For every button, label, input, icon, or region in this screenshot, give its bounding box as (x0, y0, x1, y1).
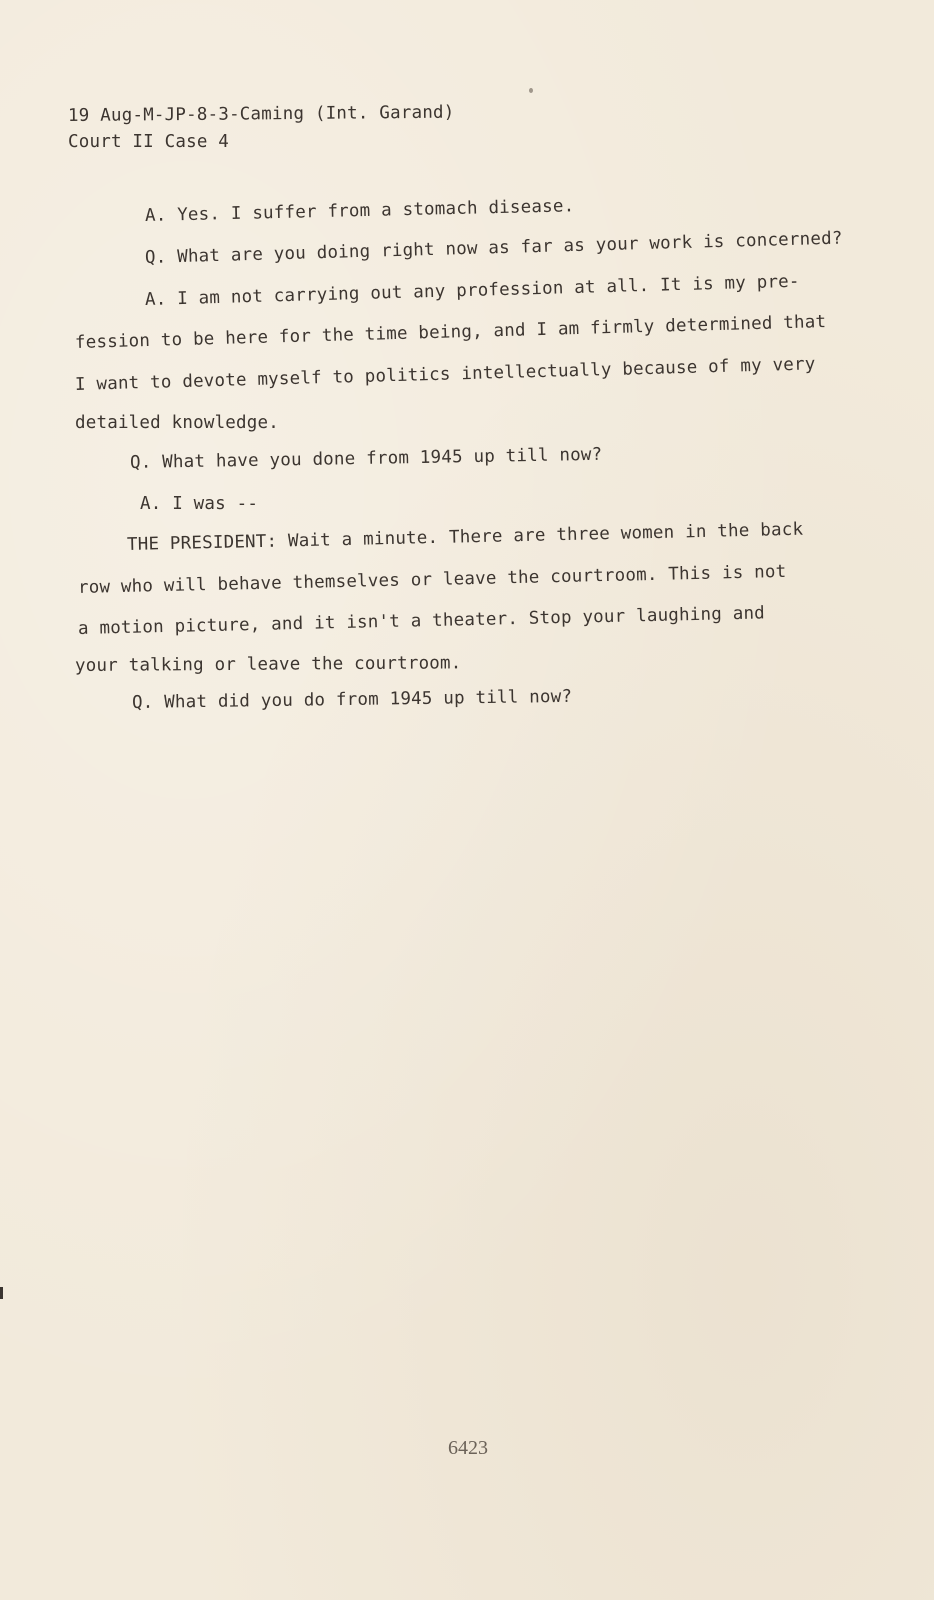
page-number: 6423 (448, 1437, 488, 1459)
president-statement-line: a motion picture, and it isn't a theater. Stop your laughing and (77, 603, 766, 639)
question-line: Q. What have you done from 1945 up till now? (129, 444, 603, 473)
question-line: Q. What did you do from 1945 up till now? (131, 686, 573, 713)
answer-line: A. Yes. I suffer from a stomach disease. (144, 196, 575, 226)
president-statement-line: row who will behave themselves or leave the courtroom. This is not (77, 561, 787, 598)
question-line: Q. What are you doing right now as far as your work is concerned? (144, 228, 843, 268)
header-line-2: Court II Case 4 (68, 132, 230, 152)
answer-continuation-line: fession to be here for the time being, and I am firmly determined that (74, 312, 827, 353)
answer-line: A. I was -- (140, 494, 259, 514)
header-line-1: 19 Aug-M-JP-8-3-Caming (Int. Garand) (67, 102, 455, 126)
president-statement-line: THE PRESIDENT: Wait a minute. There are three women in the back (126, 519, 804, 555)
answer-continuation-line: detailed knowledge. (75, 413, 279, 433)
president-statement-line: your talking or leave the courtroom. (74, 653, 462, 676)
edge-mark (0, 1287, 3, 1299)
answer-line: A. I am not carrying out any profession at all. It is my pre- (144, 271, 800, 310)
answer-continuation-line: I want to devote myself to politics intellectually because of my very (74, 354, 816, 395)
ink-speck (529, 88, 533, 93)
